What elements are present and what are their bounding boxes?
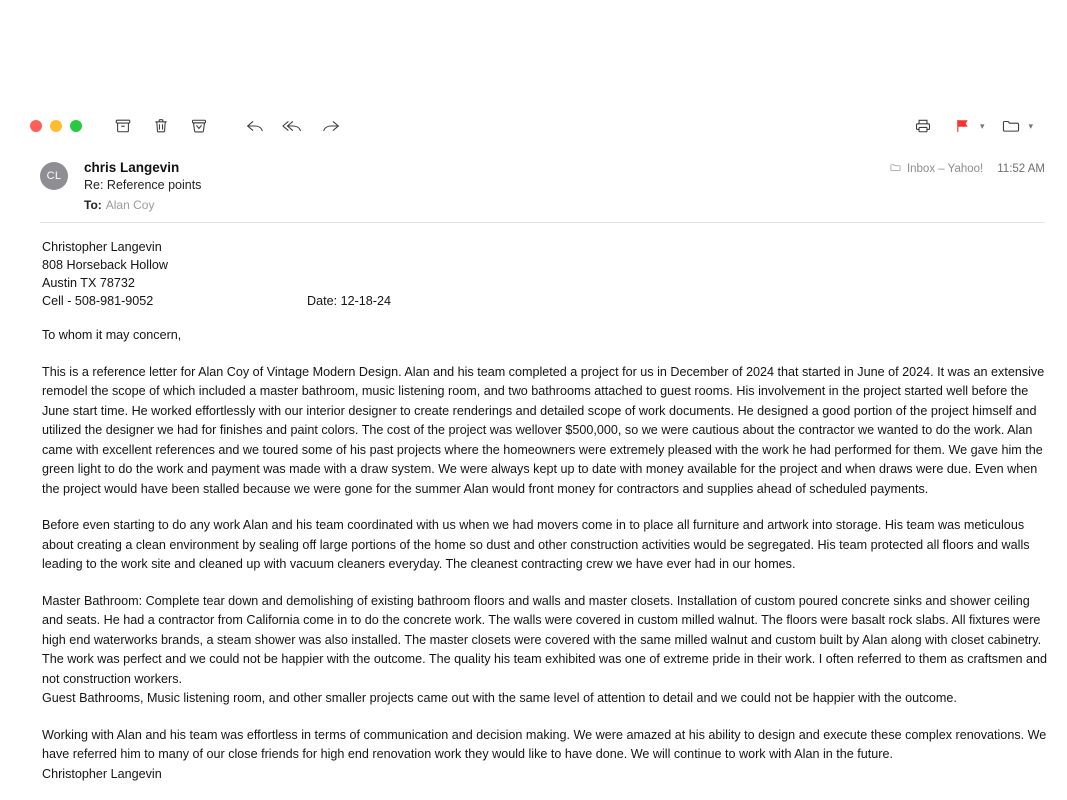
forward-icon[interactable] bbox=[312, 111, 350, 141]
message-meta bbox=[889, 162, 1045, 176]
message-header-text bbox=[84, 159, 201, 214]
letter-signature: Christopher Langevin bbox=[42, 766, 162, 781]
print-icon[interactable] bbox=[904, 111, 942, 141]
trash-icon[interactable] bbox=[142, 111, 180, 141]
to-label: To: bbox=[84, 198, 102, 212]
letter-paragraph-5: Working with Alan and his team was effortless in terms of communication and decision making. We were amazed at his ability to design and execute these complex renovations. We have referred him to many of our close friends for high end renovation work they would like to have done. We will continue to work with Alan in the future. bbox=[42, 727, 1047, 761]
flag-dropdown-chevron-down-icon[interactable]: ▾ bbox=[979, 120, 985, 131]
recipient-name[interactable]: Alan Coy bbox=[105, 198, 155, 212]
reply-icon[interactable] bbox=[236, 111, 274, 141]
close-window-button[interactable] bbox=[30, 120, 42, 132]
flag-icon[interactable] bbox=[944, 111, 982, 141]
letter-street: 808 Horseback Hollow bbox=[42, 258, 168, 272]
message-header bbox=[40, 152, 1045, 216]
header-divider bbox=[40, 222, 1045, 223]
archive-icon[interactable] bbox=[104, 111, 142, 141]
letter-date: Date: 12-18-24 bbox=[307, 294, 392, 308]
reply-all-icon[interactable] bbox=[274, 111, 312, 141]
letter-salutation: To whom it may concern, bbox=[42, 328, 182, 342]
move-dropdown-chevron-down-icon[interactable]: ▾ bbox=[1028, 120, 1033, 131]
mailbox-folder-icon bbox=[889, 162, 902, 176]
letter-city-state-zip: Austin TX 78732 bbox=[42, 276, 135, 290]
toolbar-right-group bbox=[904, 111, 1047, 141]
minimize-window-button[interactable] bbox=[50, 120, 62, 132]
letter-paragraph-2: Before even starting to do any work Alan and his team coordinated with us when we had movers come in to place all furniture and artwork into storage. His team was meticulous about creating a clean environment by sealing off large portions of the home so dust and other construction activities would be segregated. His team protected all floors and walls leading to the work site and cleaned up with vacuum cleaners everyday. The cleanest contracting crew we have ever had in our homes. bbox=[42, 518, 1030, 571]
letter-cell-date-row bbox=[42, 292, 1048, 310]
letter-cell: Cell - 508-981-9052 bbox=[42, 294, 154, 308]
message-toolbar bbox=[0, 108, 1067, 144]
zoom-window-button[interactable] bbox=[70, 120, 82, 132]
mailbox-indicator bbox=[889, 162, 983, 176]
message-time: 11:52 AM bbox=[997, 163, 1045, 175]
folder-icon[interactable] bbox=[992, 111, 1030, 141]
letter-sender-name: Christopher Langevin bbox=[42, 240, 162, 254]
avatar: CL bbox=[40, 162, 68, 190]
message-body bbox=[42, 238, 1048, 784]
letter-paragraph-1: This is a reference letter for Alan Coy of Vintage Modern Design. Alan and his team completed a project for us in December of 2024 that started in June of 2024. It was an extensive remodel the scope of which included a master bathroom, music listening room, and two bathrooms attached to guest rooms. His involvement in the project started well before the June start time. He worked effortlessly with our interior designer to create renderings and detailed scope of work documents. He designed a good portion of the project himself and utilized the designer we had for finishes and paint colors. The cost of the project was wellover $500,000, so we were cautious about the contractor we wanted to do the work. Alan came with excellent references and we toured some of his past projects where the homeowners were extremely pleased with the work he had performed for them. We gave him the green light to do the work and payment was made with a draw system. We were always kept up to date with money available for the project and when draws were due. Even when the project would have been stalled because we were gone for the summer Alan would front money for contractors and supplies ahead of scheduled payments. bbox=[42, 364, 1045, 496]
letter-paragraph-4: Guest Bathrooms, Music listening room, and other smaller projects came out with the same level of attention to detail and we could not be happier with the outcome. bbox=[42, 691, 957, 705]
mailbox-name: Inbox – Yahoo! bbox=[906, 163, 984, 175]
message-subject: Re: Reference points bbox=[84, 178, 202, 192]
window-traffic-lights bbox=[30, 120, 82, 132]
recipient-row bbox=[84, 197, 201, 214]
letter-paragraph-3: Master Bathroom: Complete tear down and demolishing of existing bathroom floors and walls and master closets. Installation of custom poured concrete sinks and shower ceiling and seats. He had a contractor from California come in to do the concrete work. The walls were covered in custom milled walnut. The floors were basalt rock slabs. All fixtures were high end waterworks brands, a steam shower was also installed. The master closets were covered with the same milled walnut and custom built by Alan along with closet cabinetry. The work was perfect and we could not be happier with the outcome. The quality his team exhibited was one of extreme pride in their work. I often referred to them as craftsmen and not construction workers. bbox=[42, 593, 1047, 686]
sender-name: chris Langevin bbox=[84, 160, 180, 175]
junk-icon[interactable] bbox=[180, 111, 218, 141]
toolbar-left-group bbox=[104, 111, 350, 141]
